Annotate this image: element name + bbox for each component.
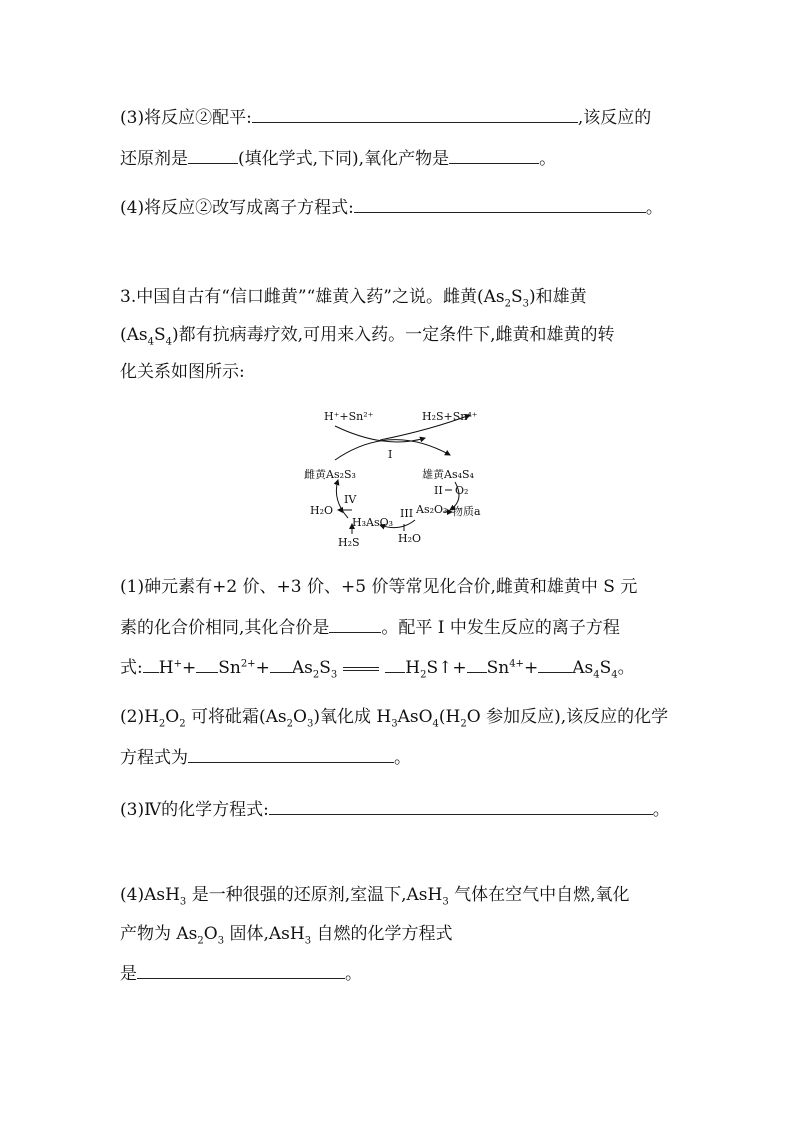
q3-part2-text: )氧化成 H xyxy=(313,707,392,727)
label-substance-a: 物质a xyxy=(452,505,481,518)
subscript: 3 xyxy=(306,718,314,730)
q3-part2-text: O xyxy=(293,707,307,727)
equation-text: + xyxy=(523,658,539,678)
equation-text: H xyxy=(158,658,174,678)
q3-part4-text: 固体,AsH xyxy=(224,924,305,944)
label-h3aso3: H₃AsO₃ xyxy=(352,516,394,529)
q3-part4-line1 xyxy=(120,883,630,907)
q3-part4-text: 产物为 As xyxy=(120,924,198,944)
q3-part1-text: 。配平 I 中发生反应的离子方程 xyxy=(381,618,620,638)
q3-part4-text: 气体在空气中自燃,氧化 xyxy=(448,885,630,905)
coef-blank-sn2[interactable] xyxy=(196,654,218,673)
subscript: 2 xyxy=(179,718,186,730)
subscript: 3 xyxy=(522,298,530,310)
q2-reducer-blank[interactable] xyxy=(188,145,238,164)
equation-text: 式: xyxy=(120,658,143,678)
q3-intro-text: )和雄黄 xyxy=(529,287,587,307)
label-realgar: 雄黄As₄S₄ xyxy=(422,468,474,481)
label-top-right: H₂S+Sn⁴⁺ xyxy=(422,410,478,423)
equation-text: S xyxy=(319,658,331,678)
q3-part2-text: 可将砒霜(As xyxy=(185,707,287,727)
q3-part1-equation xyxy=(120,654,635,680)
label-step-1: I xyxy=(388,448,393,461)
subscript: 4 xyxy=(147,336,155,348)
q3-intro-line3 xyxy=(120,360,245,384)
q3-part4-text: 。 xyxy=(345,964,362,984)
q2-part4-prefix: (4)将反应②改写成离子方程式: xyxy=(120,198,354,218)
q3-part1-text: 素的化合价相同,其化合价是 xyxy=(120,618,330,638)
label-step-4: IV xyxy=(344,493,357,506)
subscript: 3 xyxy=(304,935,312,947)
q3-part1-line1 xyxy=(120,575,637,599)
q3-intro-line2 xyxy=(120,323,615,347)
coef-blank-h2s[interactable] xyxy=(385,654,405,673)
q2-part3-prefix: (3)将反应②配平: xyxy=(120,108,252,128)
equals-sign xyxy=(343,667,379,671)
subscript: 4 xyxy=(611,669,618,681)
q2-part3-suffix: ,该反应的 xyxy=(577,108,652,128)
label-top-left: H⁺+Sn²⁺ xyxy=(324,410,374,423)
coef-blank-as4s4[interactable] xyxy=(538,654,572,673)
coef-blank-sn4[interactable] xyxy=(467,654,487,673)
subscript: 2 xyxy=(197,935,204,947)
label-o2: O₂ xyxy=(455,484,469,497)
q3-part2-text: 。 xyxy=(394,748,411,768)
label-step-2: II xyxy=(434,484,443,497)
arrow-step-1 xyxy=(335,440,450,460)
equation-text: As xyxy=(572,658,594,678)
q3-part2-text: (H xyxy=(438,707,461,727)
q2-period: 。 xyxy=(539,149,557,169)
subscript: 2 xyxy=(286,718,294,730)
subscript: 2 xyxy=(312,669,320,681)
equation-text: + xyxy=(255,658,270,678)
q2-reducer-label: 还原剂是 xyxy=(120,149,188,169)
q2-part4-line xyxy=(120,194,663,220)
q3-part2-text: O xyxy=(165,707,180,727)
subscript: 3 xyxy=(330,669,338,681)
label-h2s: H₂S xyxy=(338,536,360,549)
step4-equation-blank[interactable] xyxy=(269,796,653,815)
q3-part4-text: O xyxy=(203,924,218,944)
q2-ionic-equation-blank[interactable] xyxy=(354,194,646,213)
q3-intro-text: 化关系如图所示: xyxy=(120,362,245,382)
equation-text: H xyxy=(405,658,421,678)
coef-blank-as2s3[interactable] xyxy=(270,654,292,673)
equation-text: Sn xyxy=(218,658,241,678)
subscript: 2 xyxy=(460,718,467,730)
q2-oxidation-product-label: (填化学式,下同),氧化产物是 xyxy=(238,149,450,169)
q3-part1-text: (1)砷元素有+2 价、+3 价、+5 价等常见化合价,雌黄和雄黄中 S 元 xyxy=(120,577,638,597)
subscript: 3 xyxy=(179,896,187,908)
q3-part2-line1 xyxy=(120,705,668,729)
q3-part3-line xyxy=(120,796,670,822)
equation-text: S↑+ xyxy=(426,658,467,678)
superscript: 2+ xyxy=(240,658,256,670)
ash3-combustion-blank[interactable] xyxy=(137,960,345,979)
valence-blank[interactable] xyxy=(329,614,381,633)
subscript: 4 xyxy=(593,669,600,681)
q3-intro-text: 3.中国自古有“信口雌黄”“雄黄入药”之说。雌黄(As xyxy=(120,287,505,307)
superscript: + xyxy=(173,658,182,670)
label-orpiment: 雌黄As₂S₃ xyxy=(304,468,356,481)
label-h2o-left: H₂O xyxy=(310,504,334,517)
subscript: 3 xyxy=(442,896,449,908)
q2-oxidation-product-blank[interactable] xyxy=(449,145,539,164)
h2o2-equation-blank[interactable] xyxy=(188,744,394,763)
label-as2o3: As₂O₃ xyxy=(416,503,448,516)
conversion-diagram xyxy=(300,400,500,550)
label-step-3: III xyxy=(400,507,414,520)
q2-balance-blank[interactable] xyxy=(252,104,578,123)
q3-intro-text: (As xyxy=(120,325,148,345)
q3-part1-line2 xyxy=(120,614,620,640)
q3-part3-text: (3)Ⅳ的化学方程式: xyxy=(120,800,269,820)
label-h2o-bottom: H₂O xyxy=(398,532,422,545)
subscript: 4 xyxy=(432,718,439,730)
q3-intro-text: S xyxy=(511,287,523,307)
q3-part2-text: 方程式为 xyxy=(120,748,188,768)
q3-part4-text: 自燃的化学方程式 xyxy=(311,924,453,944)
q3-part2-text: AsO xyxy=(397,707,433,727)
q2-part3-line1 xyxy=(120,104,651,130)
q3-part4-line2 xyxy=(120,922,453,946)
q3-part3-text: 。 xyxy=(652,800,670,820)
equation-text: S xyxy=(599,658,612,678)
q3-part4-line3 xyxy=(120,960,362,986)
q3-intro-line1 xyxy=(120,285,587,309)
equation-text: + xyxy=(181,658,197,678)
coef-blank-h[interactable] xyxy=(143,654,159,673)
q3-part4-text: 是 xyxy=(120,964,137,984)
subscript: 2 xyxy=(420,669,427,681)
subscript: 2 xyxy=(158,718,166,730)
subscript: 3 xyxy=(217,935,225,947)
equation-text: 。 xyxy=(617,658,635,678)
q3-intro-text: S xyxy=(154,325,166,345)
q2-part3-line2 xyxy=(120,145,556,171)
equation-text: As xyxy=(291,658,313,678)
q2-part4-period: 。 xyxy=(645,198,663,218)
equation-text: Sn xyxy=(486,658,510,678)
superscript: 4+ xyxy=(509,658,524,670)
q3-part4-text: 是一种很强的还原剂,室温下,AsH xyxy=(186,885,443,905)
q3-part2-text: (2)H xyxy=(120,707,159,727)
q3-part2-line2 xyxy=(120,744,411,770)
q3-part4-text: (4)AsH xyxy=(120,885,180,905)
subscript: 4 xyxy=(165,336,173,348)
subscript: 2 xyxy=(504,298,511,310)
subscript: 3 xyxy=(391,718,398,730)
q3-intro-text: )都有抗病毒疗效,可用来入药。一定条件下,雌黄和雄黄的转 xyxy=(172,325,615,345)
q3-part2-text: O 参加反应),该反应的化学 xyxy=(466,707,669,727)
